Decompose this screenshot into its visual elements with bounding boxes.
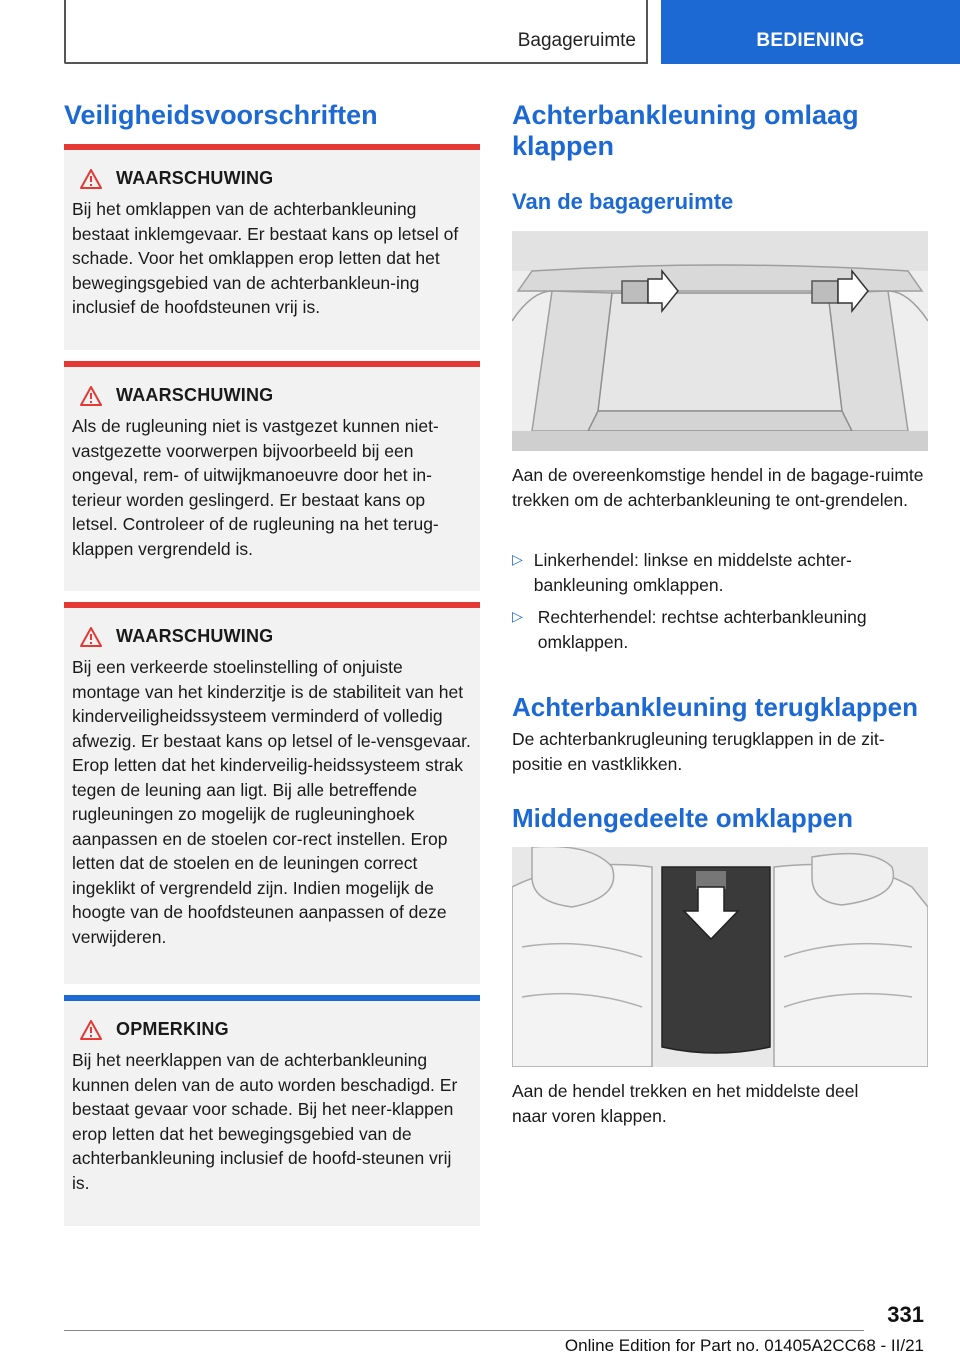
list-item-text: Linkerhendel: linkse en middelste achter-bankleuning omklappen. — [533, 550, 852, 595]
seat-illustration — [512, 847, 928, 1067]
warning-text: Bij het omklappen van de achterbankleuning bestaat inklemgevaar. Er bestaat kans op letsel of schade. Voor het omklappen erop letten dat het bewegingsgebied van de achterbankleun-ing inclusief de hoofdsteunen vrij is. — [72, 199, 459, 317]
warning-box-3 — [64, 602, 480, 984]
list-item — [512, 605, 928, 654]
center-fold-paragraph: Aan de hendel trekken en het middelste deel naar voren klappen. — [512, 1081, 859, 1126]
unlock-paragraph: Aan de overeenkomstige hendel in de bagage-ruimte trekken om de achterbankleuning te ont-grendelen. — [512, 465, 924, 510]
footer-divider — [64, 1330, 864, 1331]
warning-box-1 — [64, 144, 480, 350]
fold-back-paragraph: De achterbankrugleuning terugklappen in de zit-positie en vastklikken. — [512, 729, 885, 774]
list-item — [512, 548, 928, 597]
note-title: OPMERKING — [116, 1019, 229, 1039]
safety-heading: Veiligheidsvoorschriften — [64, 100, 378, 130]
warning-triangle-icon — [80, 627, 102, 647]
header-chapter-tab[interactable]: BEDIENING — [661, 0, 960, 64]
note-text: Bij het neerklappen van de achterbankleuning kunnen delen van de auto worden beschadigd. Er bestaat gevaar voor schade. Bij het neer-klappen erop letten dat het bewegingsgebied van de achterbankleuning inclusief de hoofd-steunen vrij is. — [72, 1050, 458, 1193]
footer-edition: Online Edition for Part no. 01405A2CC68 - II/21 — [564, 1336, 924, 1355]
warning-triangle-icon — [80, 1020, 102, 1040]
list-item-text: Rechterhendel: rechtse achterbankleuning omklappen. — [537, 607, 867, 652]
fold-back-heading: Achterbankleuning terugklappen — [512, 692, 918, 722]
header-section-title: Bagageruimte — [517, 30, 636, 51]
triangle-bullet-icon: ▷ — [512, 608, 523, 624]
left-column — [64, 100, 480, 1193]
warning-text: Als de rugleuning niet is vastgezet kunnen niet-vastgezette voorwerpen bijvoorbeeld bij een ongeval, rem- of uitwijkmanoeuvre door het in-terieur worden geslingerd. Er bestaat kans op letsel. Controleer of de rugleuning na het terug-klappen vergrendeld is. — [72, 416, 439, 559]
warning-text: Bij een verkeerde stoelinstelling of onjuiste montage van het kinderzitje is de stabiliteit van het kinderveiligheidssysteem verminderd of volledig afwezig. Er bestaat kans op letsel of le-vensgevaar. Erop letten dat het kinderveilig-heidssysteem strak tegen de leuning aan ligt. Bij alle betreffende rugleuningen zo mogelijk de rugleuninghoek aanpassen en de stoelen cor-rect instellen. Erop letten dat de stoelen en de leuningen correct ingeklikt of vergrendeld zijn. Indien mogelijk de hoogte van de hoofdsteunen aanpassen of deze verwijderen. — [72, 657, 471, 947]
trunk-illustration — [512, 231, 928, 451]
fold-down-heading: Achterbankleuning omlaag klappen — [512, 100, 859, 161]
warning-triangle-icon — [80, 169, 102, 189]
triangle-bullet-icon: ▷ — [512, 551, 523, 567]
note-box — [64, 995, 480, 1226]
warning-box-2 — [64, 361, 480, 591]
warning-triangle-icon — [80, 386, 102, 406]
from-trunk-subheading: Van de bagageruimte — [512, 189, 734, 214]
page-number: 331 — [887, 1302, 924, 1327]
warning-title: WAARSCHUWING — [116, 626, 274, 646]
right-column — [512, 100, 928, 1126]
warning-title: WAARSCHUWING — [116, 385, 274, 405]
center-fold-heading: Middengedeelte omklappen — [512, 803, 853, 833]
warning-title: WAARSCHUWING — [116, 168, 274, 188]
